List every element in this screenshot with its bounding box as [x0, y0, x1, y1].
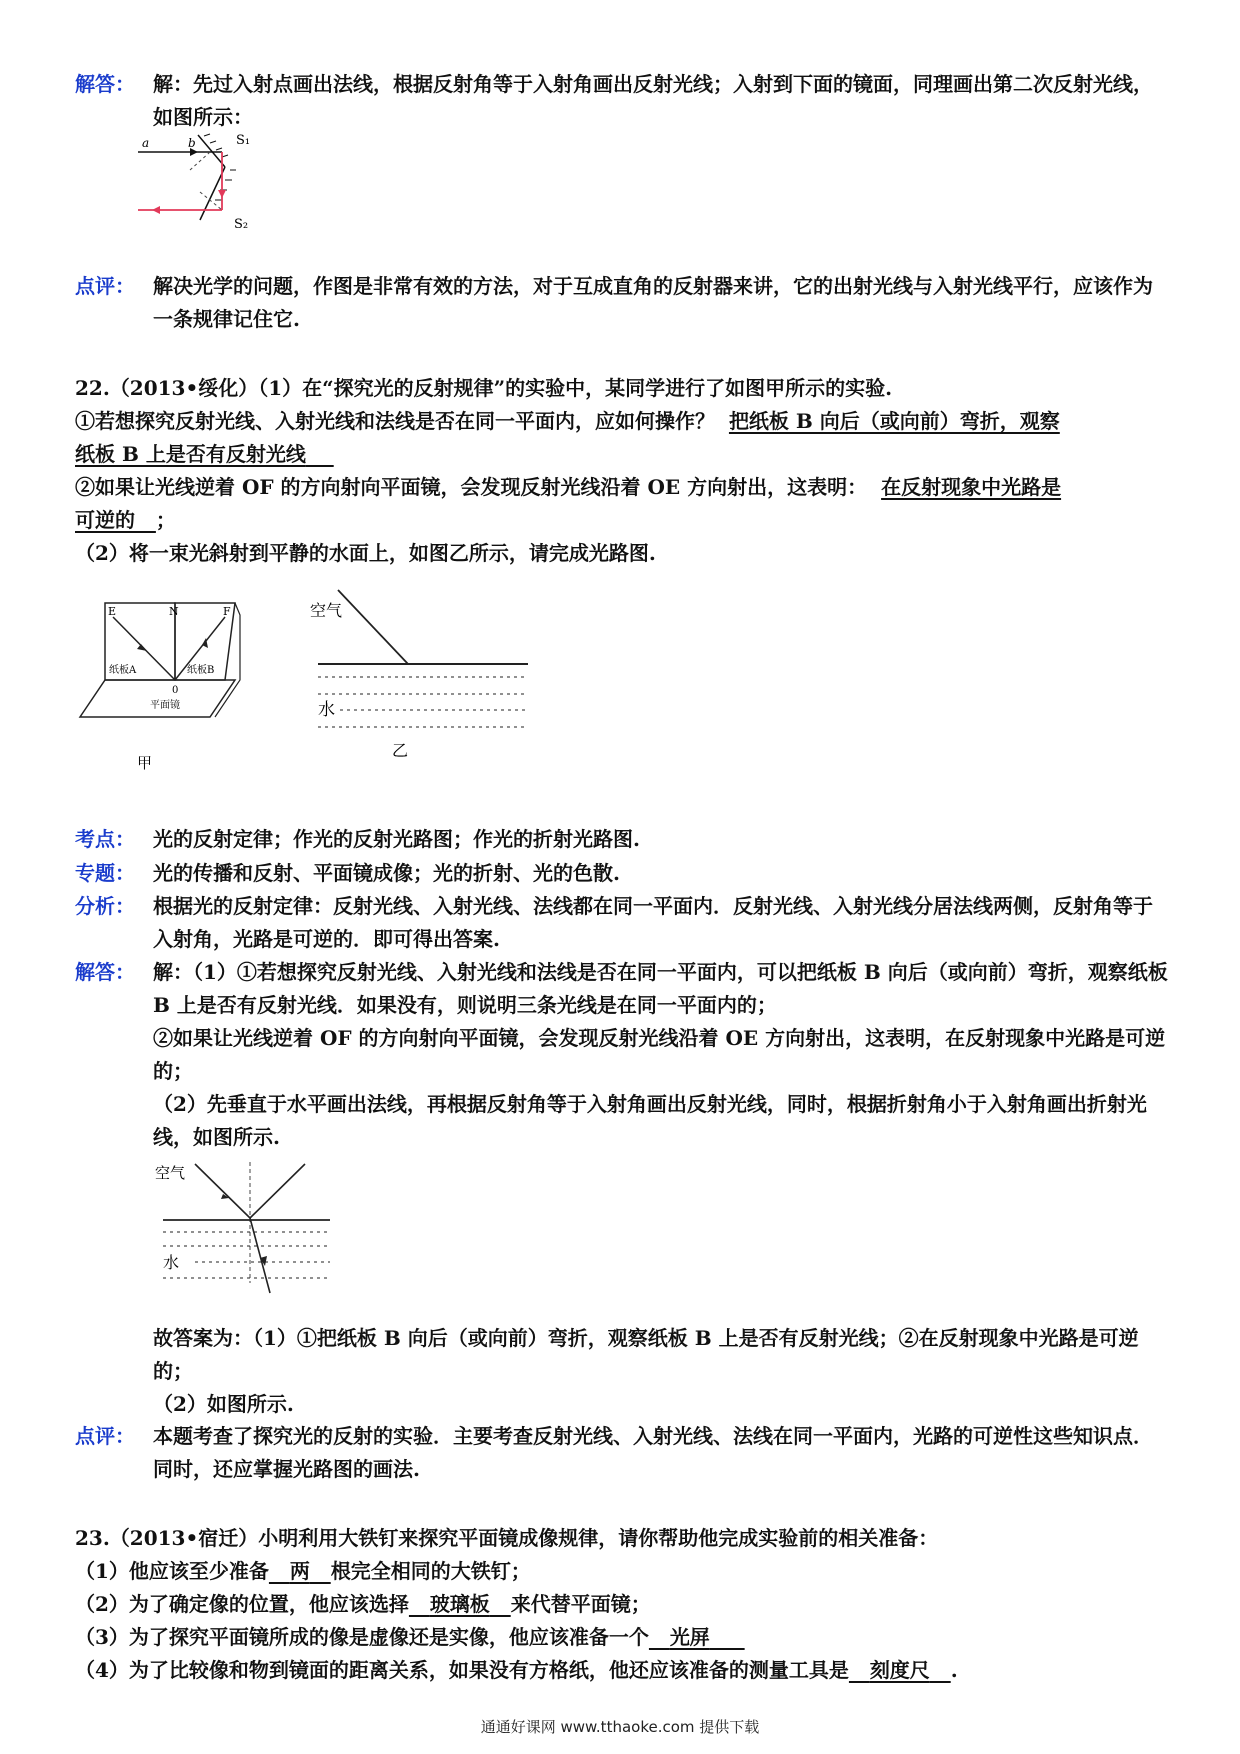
answer-blank: 纸板 B 上是否有反射光线: [75, 442, 306, 466]
final-answer-line-1: 故答案为：（1）①把纸板 B 向后（或向前）弯折，观察纸板 B 上是否有反射光线；②在反射现象中光路是可逆的；: [153, 1326, 1139, 1383]
comment-text: 解决光学的问题，作图是非常有效的方法，对于互成直角的反射器来讲，它的出射光线与入射光线平行，应该作为一条规律记住它.: [153, 274, 1153, 331]
label-board-b: 纸板B: [187, 665, 215, 676]
kaodian-label: 考点：: [75, 827, 135, 851]
item-suffix: .: [950, 1658, 958, 1682]
normal-line: [200, 192, 222, 210]
jieda-line-3: （2）先垂直于水平画出法线，再根据反射角等于入射角画出反射光线，同时，根据折射角小于入射角画出折射光线，如图所示.: [153, 1092, 1147, 1149]
label-o: 0: [172, 685, 179, 696]
kaodian-text: 光的反射定律；作光的反射光路图；作光的折射光路图.: [153, 827, 640, 851]
p2-prefix: ②如果让光线逆着 OF 的方向射向平面镜，会发现反射光线沿着 OE 方向射出，这表明：: [75, 475, 868, 499]
page-footer: 通通好课网 www.tthaoke.com 提供下载: [480, 1718, 760, 1736]
arrow-icon: [152, 206, 160, 214]
label-e: E: [108, 605, 117, 618]
label-s1: S₁: [236, 133, 251, 148]
p1-prefix: ①若想探究反射光线、入射光线和法线是否在同一平面内，应如何操作？: [75, 409, 715, 433]
figure-jia: [75, 595, 250, 780]
label-n: N: [169, 605, 179, 618]
question-22-stem: 22.（2013•绥化）（1）在“探究光的反射规律”的实验中，某同学进行了如图甲所示的实验.: [75, 376, 893, 400]
label-f: F: [223, 605, 231, 618]
label-water: 水: [163, 1253, 180, 1272]
answer-blank: 两: [289, 1559, 310, 1583]
jieda-label: 解答：: [75, 960, 135, 984]
answer-blank: 把纸板 B 向后（或向前）弯折，观察: [728, 409, 1060, 433]
plane-mirror: [80, 680, 235, 717]
item-suffix: 来代替平面镜；: [510, 1592, 651, 1616]
p2-suffix: ；: [155, 508, 176, 532]
zhuanti-label: 专题：: [75, 861, 135, 885]
label-s2: S₂: [234, 217, 249, 230]
normal-line: [190, 152, 210, 170]
label-a: a: [142, 136, 150, 150]
figure-yi: [300, 582, 530, 762]
answer-label: 解答：: [75, 72, 135, 96]
answer-text: 解：先过入射点画出法线，根据反射角等于入射角画出反射光线；入射到下面的镜面，同理画出第二次反射光线，如图所示：: [153, 72, 1153, 129]
item-prefix: （2）为了确定像的位置，他应该选择: [75, 1592, 409, 1616]
refracted-ray: [250, 1218, 270, 1293]
mirror-s1: [198, 135, 225, 167]
label-air: 空气: [155, 1164, 186, 1182]
label-air: 空气: [310, 601, 343, 620]
zhuanti-text: 光的传播和反射、平面镜成像；光的折射、光的色散.: [153, 861, 620, 885]
incident-ray: [338, 590, 408, 664]
arrow-icon: [137, 644, 147, 651]
comment-label: 点评：: [75, 274, 135, 298]
answer-blank: 光屏: [669, 1625, 710, 1649]
item-suffix: 根完全相同的大铁钉；: [330, 1559, 531, 1583]
jieda-line-2: ②如果让光线逆着 OF 的方向射向平面镜，会发现反射光线沿着 OE 方向射出，这表明，在反射现象中光路是可逆的；: [153, 1026, 1166, 1083]
arrow-icon: [218, 190, 226, 198]
figure-caption: 乙: [392, 741, 409, 760]
comment-label: 点评：: [75, 1424, 135, 1448]
label-board-a: 纸板A: [109, 665, 137, 676]
answer-blank: 刻度尺: [869, 1658, 930, 1682]
answer-figure: [155, 1158, 335, 1308]
figure-caption: 甲: [137, 754, 153, 772]
label-b: b: [188, 136, 196, 150]
fenxi-text: 根据光的反射定律：反射光线、入射光线、法线都在同一平面内．反射光线、入射光线分居法线两侧，反射角等于入射角，光路是可逆的．即可得出答案.: [153, 894, 1153, 951]
corner-reflector-figure: [130, 130, 270, 230]
answer-blank: 可逆的: [75, 508, 135, 532]
question-22-part1: [75, 405, 1170, 471]
final-answer-line-2: （2）如图所示.: [153, 1392, 294, 1416]
jieda-line-1: 解：（1）①若想探究反射光线、入射光线和法线是否在同一平面内，可以把纸板 B 向后（或向前）弯折，观察纸板 B 上是否有反射光线．如果没有，则说明三条光线是在同一平面内的；: [153, 960, 1168, 1017]
question-22-part3: （2）将一束光斜射到平静的水面上，如图乙所示，请完成光路图.: [75, 541, 656, 565]
question-23-stem: 23.（2013•宿迁）小明利用大铁钉来探究平面镜成像规律，请你帮助他完成实验前的相关准备：: [75, 1526, 939, 1550]
reflected-ray: [250, 1164, 305, 1218]
question-23-item-1: [75, 1555, 1170, 1588]
item-prefix: （1）他应该至少准备: [75, 1559, 269, 1583]
answer-blank: 在反射现象中光路是: [881, 475, 1062, 499]
item-prefix: （4）为了比较像和物到镜面的距离关系，如果没有方格纸，他还应该准备的测量工具是: [75, 1658, 849, 1682]
question-23-item-4: [75, 1654, 1170, 1687]
final-answer-body: [153, 1322, 1170, 1421]
question-23-item-3: [75, 1621, 1170, 1654]
comment-text: 本题考查了探究光的反射的实验．主要考查反射光线、入射光线、法线在同一平面内，光路的可逆性这些知识点．同时，还应掌握光路图的画法.: [153, 1424, 1153, 1481]
fenxi-label: 分析：: [75, 894, 135, 918]
label-water: 水: [318, 700, 335, 720]
mirror-hatching: [204, 134, 236, 210]
incident-ray: [195, 1164, 250, 1218]
label-mirror: 平面镜: [150, 700, 180, 711]
item-prefix: （3）为了探究平面镜所成的像是虚像还是实像，他应该准备一个: [75, 1625, 649, 1649]
question-23-item-2: [75, 1588, 1170, 1621]
question-22-part2: [75, 471, 1170, 537]
jieda-body: [153, 956, 1170, 1154]
answer-blank: 玻璃板: [429, 1592, 490, 1616]
